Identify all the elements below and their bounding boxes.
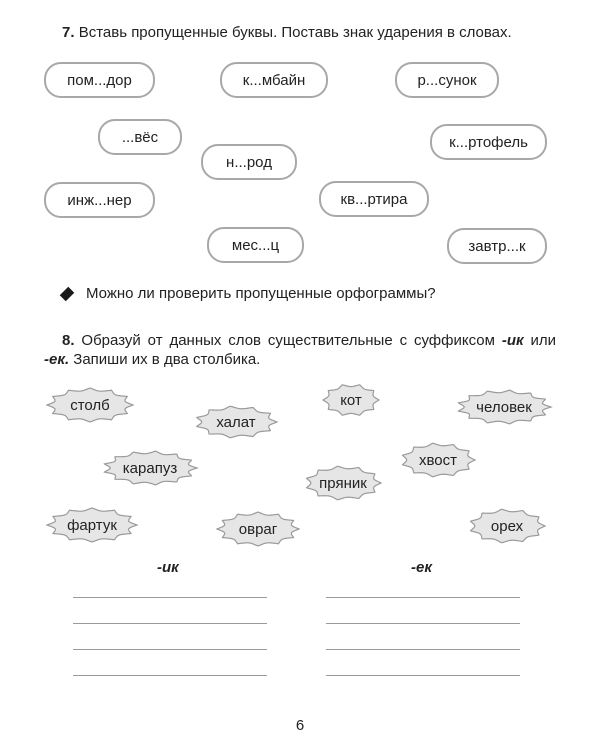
cloud-word-ovrag[interactable] [214,509,302,549]
diamond-bullet-icon [60,286,74,300]
cloud-word-label: столб [70,396,110,414]
word-pill-risunok[interactable]: р...сунок [395,62,499,98]
task8-text-after: Запиши их в два столбика. [73,351,261,368]
cloud-word-label: человек [476,398,532,416]
word-pill-kartofel[interactable]: к...ртофель [430,124,547,160]
question-line [62,285,436,302]
task7-title [62,24,512,41]
cloud-word-chelovek[interactable] [454,387,554,427]
task8-suffix-ek: -ек. [44,351,70,368]
cloud-word-label: халат [216,413,256,431]
word-pill-pomidor[interactable]: пом...дор [44,62,155,98]
cloud-word-khalat[interactable] [192,403,280,441]
answer-line-ek-1[interactable] [326,597,520,598]
answer-line-ik-4[interactable] [73,675,267,676]
answer-line-ik-1[interactable] [73,597,267,598]
word-pill-narod[interactable]: н...род [201,144,297,180]
cloud-word-fartuk[interactable] [44,505,140,545]
task8-or: или [530,332,557,349]
word-pill-inzhener[interactable]: инж...нер [44,182,155,218]
question-text: Можно ли проверить пропущенные орфограммы? [86,285,436,302]
cloud-word-label: овраг [238,520,278,538]
task8-suffix-ik: -ик [501,332,524,349]
page-number: 6 [295,717,305,734]
task7-instruction: Вставь пропущенные буквы. Поставь знак ударения в словах. [78,24,512,41]
cloud-word-khvost[interactable] [398,440,478,480]
task8-text-before: Образуй от данных слов существительные с суффиксом [81,332,495,349]
answer-line-ik-3[interactable] [73,649,267,650]
task8-instruction [44,331,556,369]
cloud-word-label: орех [490,517,524,535]
task8-number: 8. [62,332,75,349]
answer-line-ek-2[interactable] [326,623,520,624]
column-header-ek: -ек [411,559,432,576]
answer-line-ek-4[interactable] [326,675,520,676]
task7-number: 7. [62,24,75,41]
cloud-word-orekh[interactable] [466,506,548,546]
answer-line-ek-3[interactable] [326,649,520,650]
answer-line-ik-2[interactable] [73,623,267,624]
column-header-ik: -ик [157,559,179,576]
cloud-word-label: пряник [319,474,367,492]
word-pill-kombain[interactable]: к...мбайн [220,62,328,98]
word-pill-oves[interactable]: ...вёс [98,119,182,155]
cloud-word-label: карапуз [122,459,178,477]
cloud-word-label: фартук [67,516,117,534]
word-pill-mesyats[interactable]: мес...ц [207,227,304,263]
word-pill-kvartira[interactable]: кв...ртира [319,181,429,217]
cloud-word-label: кот [340,391,362,409]
cloud-word-label: хвост [418,451,457,469]
word-pill-zavtrak[interactable]: завтр...к [447,228,547,264]
cloud-word-karapuz[interactable] [100,448,200,488]
cloud-word-pryanik[interactable] [302,463,384,503]
cloud-word-stolb[interactable] [44,385,136,425]
cloud-word-kot[interactable] [320,381,382,419]
